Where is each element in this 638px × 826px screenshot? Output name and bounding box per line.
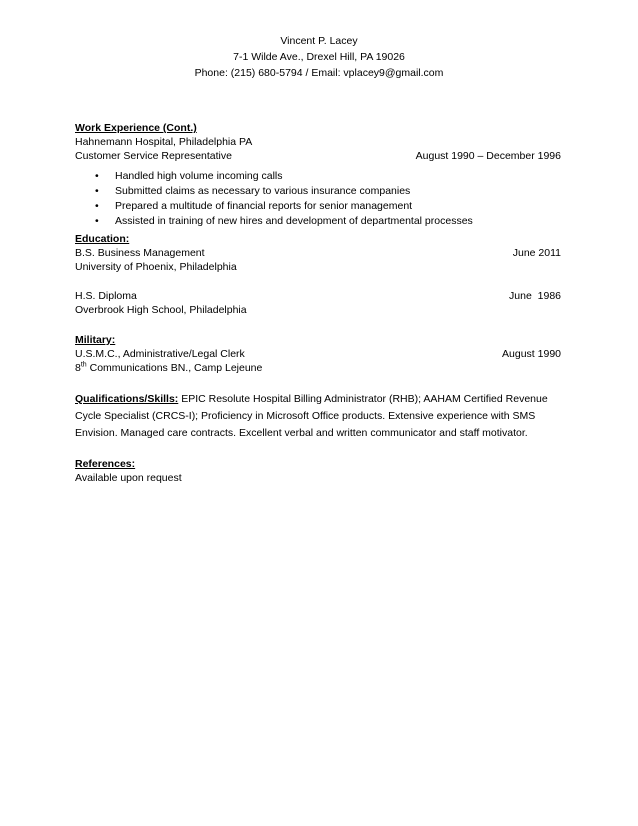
list-item [95, 184, 561, 199]
bullet-icon: • [95, 200, 99, 212]
bullet-icon: • [95, 215, 99, 227]
military-unit [75, 361, 561, 375]
list-item [95, 199, 561, 214]
education-section [75, 232, 561, 317]
degree: H.S. Diploma [75, 290, 137, 302]
military-date: August 1990 [502, 348, 561, 360]
military-heading: Military: [75, 334, 116, 346]
military-section [75, 333, 561, 375]
degree: B.S. Business Management [75, 247, 205, 259]
applicant-name: Vincent P. Lacey [280, 35, 358, 47]
work-duties-list [75, 169, 561, 229]
military-role: U.S.M.C., Administrative/Legal Clerk [75, 348, 245, 360]
education-heading: Education: [75, 233, 130, 245]
degree-date: June 1986 [509, 290, 561, 302]
references-section [75, 457, 561, 485]
qualifications-section [75, 391, 561, 442]
unit-ordinal-suffix: th [80, 361, 87, 369]
work-section [75, 121, 561, 229]
references-text: Available upon request [75, 472, 182, 484]
duty-text: Submitted claims as necessary to various insurance companies [115, 185, 411, 197]
work-title: Customer Service Representative [75, 150, 232, 162]
education-entry [75, 246, 561, 260]
school: Overbrook High School, Philadelphia [75, 304, 247, 316]
bullet-icon: • [95, 170, 99, 182]
bullet-icon: • [95, 185, 99, 197]
education-entry [75, 289, 561, 303]
qualifications-text: EPIC Resolute Hospital Billing Administrator (RHB); AAHAM Certified Revenue Cycle Specialist (CRCS-I); Proficiency in Microsoft Office products. Extensive experience with SMS Envision. Managed care contracts. Excellent verbal and written communicator and staff motivator. [75, 393, 548, 439]
duty-text: Handled high volume incoming calls [115, 170, 283, 182]
resume-header [0, 33, 638, 81]
school: University of Phoenix, Philadelphia [75, 261, 237, 273]
applicant-address: 7-1 Wilde Ave., Drexel Hill, PA 19026 [233, 51, 405, 63]
military-role-row [75, 347, 561, 361]
unit-name: Communications BN., Camp Lejeune [86, 362, 263, 374]
duty-text: Assisted in training of new hires and development of departmental processes [115, 215, 473, 227]
resume-body [75, 121, 561, 485]
applicant-contact: Phone: (215) 680-5794 / Email: vplacey9@gmail.com [194, 67, 444, 79]
references-heading: References: [75, 458, 136, 470]
unit-ordinal: 8 [75, 362, 81, 374]
work-title-row [75, 149, 561, 163]
list-item [95, 214, 561, 229]
work-dates: August 1990 – December 1996 [415, 150, 561, 162]
list-item [95, 169, 561, 184]
duty-text: Prepared a multitude of financial reports for senior management [115, 200, 413, 212]
degree-date: June 2011 [512, 247, 561, 259]
work-heading: Work Experience (Cont.) [75, 122, 197, 134]
qualifications-heading: Qualifications/Skills: [75, 393, 179, 405]
work-employer: Hahnemann Hospital, Philadelphia PA [75, 136, 253, 148]
